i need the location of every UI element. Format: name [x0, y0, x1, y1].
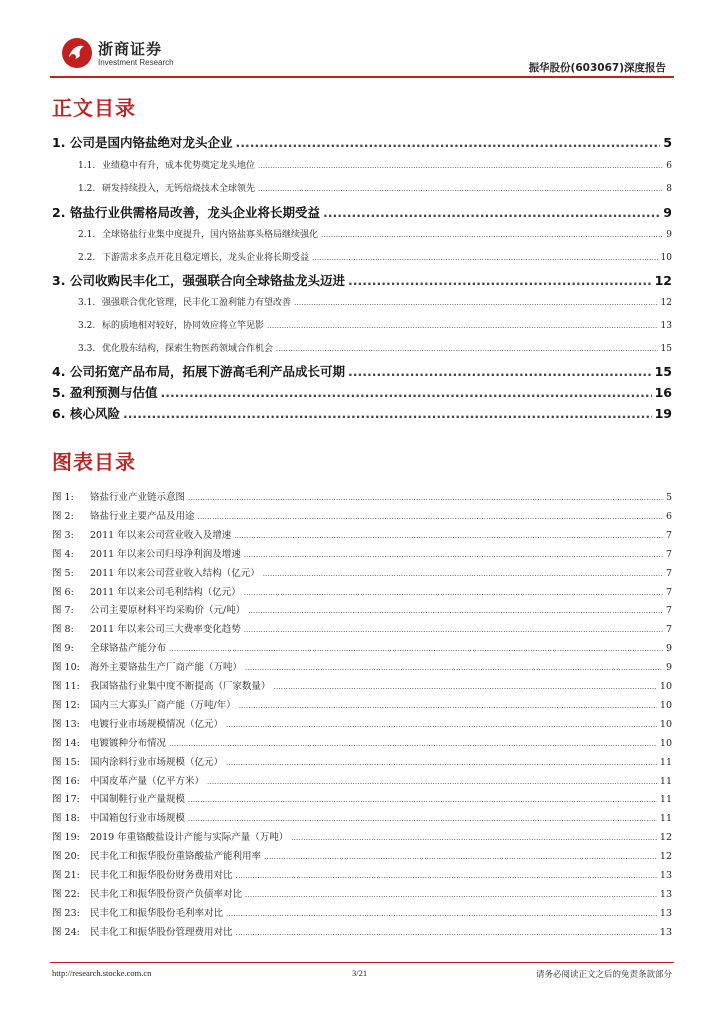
dot-leader: [236, 135, 661, 150]
toc-entry[interactable]: [52, 341, 672, 354]
dot-leader: [258, 162, 663, 170]
entry-num: 图 17:: [52, 794, 80, 806]
entry-page: 13: [659, 870, 672, 881]
toc-entry[interactable]: [52, 508, 672, 522]
toc-entry[interactable]: [52, 810, 672, 824]
entry-label: 全球铬盐产能分布: [90, 643, 167, 655]
dot-leader: [245, 891, 657, 899]
entry-num: 图 16:: [52, 775, 80, 787]
dot-leader: [323, 205, 660, 220]
entry-num: 1.2.: [78, 184, 96, 194]
toc-entry[interactable]: [52, 181, 672, 194]
toc-entry[interactable]: [52, 640, 672, 654]
entry-num: 4.: [52, 364, 66, 379]
entry-page: 7: [665, 586, 672, 598]
entry-label: 中国皮革产量（亿平方米）: [90, 775, 205, 787]
entry-page: 12: [660, 298, 672, 308]
entry-page: 10: [659, 737, 672, 749]
entry-page: 13: [659, 907, 672, 919]
entry-num: 图 5:: [52, 567, 74, 579]
dot-leader: [169, 645, 663, 653]
entry-num: 1.: [52, 135, 66, 150]
entry-page: 12: [659, 832, 672, 844]
report-title: 振华股份(603067)深度报告: [528, 62, 666, 74]
dot-leader: [244, 626, 663, 634]
toc-entry[interactable]: [52, 602, 672, 616]
dot-leader: [291, 834, 657, 842]
entry-num: 图 8:: [52, 624, 74, 636]
entry-page: 10: [659, 699, 672, 711]
entry-label: 民丰化工和振华股份资产负债率对比: [90, 888, 243, 900]
entry-label: 研发持续投入，无钙焙烧技术全球领先: [102, 184, 256, 194]
dot-leader: [188, 494, 663, 502]
entry-page: 12: [654, 273, 672, 288]
entry-page: 11: [659, 794, 672, 806]
toc-entry[interactable]: [52, 773, 672, 787]
toc-entry[interactable]: [52, 565, 672, 579]
dot-leader: [123, 406, 652, 421]
dot-leader: [321, 231, 663, 239]
logo-icon: [60, 36, 94, 70]
entry-num: 图 18:: [52, 813, 80, 825]
footer-url[interactable]: http://research.stocke.com.cn: [52, 968, 152, 978]
entry-num: 3.3.: [78, 344, 96, 354]
entry-label: 2011 年以来公司归母净利润及增速: [90, 548, 241, 560]
entry-num: 图 2:: [52, 510, 74, 522]
toc-entry[interactable]: [52, 621, 672, 635]
dot-leader: [244, 589, 663, 597]
entry-page: 6: [665, 510, 672, 522]
entry-label: 业绩稳中有升，成本优势奠定龙头地位: [102, 161, 256, 171]
entry-page: 11: [659, 756, 672, 768]
toc-title: 正文目录: [52, 96, 136, 120]
entry-label: 电镀镀种分布情况: [90, 737, 167, 749]
entry-num: 图 21:: [52, 870, 80, 881]
dot-leader: [348, 364, 652, 379]
entry-num: 3.2.: [78, 321, 96, 331]
entry-page: 15: [660, 344, 672, 354]
dot-leader: [274, 683, 657, 691]
toc-entry[interactable]: [52, 227, 672, 240]
entry-page: 9: [663, 205, 672, 220]
toc-entry[interactable]: [52, 905, 672, 919]
entry-num: 6.: [52, 406, 66, 421]
logo-text: 浙商证券: [98, 40, 163, 58]
entry-page: 13: [659, 926, 672, 938]
entry-num: 图 14:: [52, 737, 80, 749]
entry-page: 5: [663, 135, 672, 150]
toc-entry[interactable]: [52, 489, 672, 503]
entry-num: 图 3:: [52, 529, 74, 541]
toc-entry[interactable]: [52, 362, 672, 380]
entry-label: 2011 年以来公司毛利结构（亿元）: [90, 586, 241, 598]
page-header: [50, 36, 674, 78]
entry-page: 5: [665, 492, 672, 503]
entry-label: 2011 年以来公司营业收入结构（亿元）: [90, 567, 260, 579]
entry-page: 16: [654, 385, 672, 400]
entry-page: 8: [666, 184, 672, 194]
dot-leader: [244, 551, 663, 559]
toc-entry[interactable]: [52, 133, 672, 151]
entry-label: 民丰化工和振华股份毛利率对比: [90, 907, 224, 919]
entry-page: 9: [666, 230, 672, 240]
dot-leader: [239, 702, 657, 710]
entry-label: 海外主要铬盐生产厂商产能（万吨）: [90, 662, 243, 674]
dot-leader: [258, 185, 663, 193]
entry-label: 国内三大寡头厂商产能（万吨/年）: [90, 699, 236, 711]
toc-entry[interactable]: [52, 295, 672, 308]
entry-page: 11: [659, 775, 672, 787]
entry-label: 2011 年以来公司三大费率变化趋势: [90, 624, 241, 636]
entry-num: 图 24:: [52, 926, 80, 938]
entry-num: 图 1:: [52, 492, 74, 503]
toc-entry[interactable]: [52, 716, 672, 730]
entry-num: 3.1.: [78, 298, 96, 308]
entry-num: 2.1.: [78, 230, 96, 240]
dot-leader: [188, 815, 657, 823]
entry-page: 7: [665, 567, 672, 579]
dot-leader: [245, 664, 663, 672]
entry-num: 图 12:: [52, 699, 80, 711]
entry-num: 1.1.: [78, 161, 96, 171]
entry-num: 图 23:: [52, 907, 80, 919]
entry-label: 国内涂料行业市场规模（亿元）: [90, 756, 224, 768]
dot-leader: [236, 929, 657, 937]
entry-page: 11: [659, 813, 672, 825]
entry-page: 7: [665, 605, 672, 617]
entry-page: 7: [665, 548, 672, 560]
dot-leader: [226, 759, 657, 767]
entry-num: 图 20:: [52, 851, 80, 863]
toc-entry[interactable]: [52, 867, 672, 881]
footer-divider: [50, 962, 674, 963]
dot-leader: [248, 607, 663, 615]
entry-label: 全球铬盐行业集中度提升，国内铬盐寡头格局继续强化: [102, 230, 319, 240]
toc-entry[interactable]: [52, 791, 672, 805]
entry-num: 图 10:: [52, 662, 80, 674]
entry-num: 图 19:: [52, 832, 80, 844]
entry-page: 6: [666, 161, 672, 171]
toc-entry[interactable]: [52, 659, 672, 673]
entry-num: 2.2.: [78, 253, 96, 263]
dot-leader: [234, 532, 663, 540]
toc-entry[interactable]: [52, 546, 672, 560]
toc-entry[interactable]: [52, 318, 672, 331]
entry-label: 公司收购民丰化工，强强联合向全球铬盐龙头迈进: [70, 273, 346, 288]
entry-page: 13: [660, 321, 672, 331]
header-divider: [50, 76, 674, 78]
entry-num: 5.: [52, 385, 66, 400]
entry-page: 10: [659, 681, 672, 692]
dot-leader: [263, 570, 663, 578]
entry-page: 13: [659, 888, 672, 900]
dot-leader: [267, 322, 658, 330]
entry-label: 民丰化工和振华股份重铬酸盐产能利用率: [90, 851, 262, 863]
entry-label: 铬盐行业供需格局改善，龙头企业将长期受益: [70, 205, 321, 220]
dot-leader: [264, 853, 657, 861]
toc-entry[interactable]: [52, 924, 672, 938]
entry-page: 10: [660, 253, 672, 263]
page-number: 3/21: [352, 968, 368, 978]
entry-label: 优化股东结构，探索生物医药领域合作机会: [102, 344, 274, 354]
entry-label: 下游需求多点开花且稳定增长，龙头企业将长期受益: [102, 253, 310, 263]
toc-entry[interactable]: [52, 848, 672, 862]
toc-entry[interactable]: [52, 527, 672, 541]
dot-leader: [312, 254, 658, 262]
toc-entry[interactable]: [52, 697, 672, 711]
toc-entry[interactable]: [52, 754, 672, 768]
entry-num: 图 4:: [52, 548, 74, 560]
dot-leader: [207, 778, 657, 786]
dot-leader: [188, 796, 657, 804]
entry-page: 19: [654, 406, 672, 421]
toc-entry[interactable]: [52, 203, 672, 221]
toc-entry[interactable]: [52, 383, 672, 401]
entry-label: 标的质地相对较好，协同效应将立竿见影: [102, 321, 265, 331]
dot-leader: [236, 872, 657, 880]
toc-entry[interactable]: [52, 271, 672, 289]
entry-label: 2011 年以来公司营业收入及增速: [90, 529, 232, 541]
dot-leader: [169, 740, 657, 748]
entry-num: 3.: [52, 273, 66, 288]
entry-page: 7: [665, 624, 672, 636]
dot-leader: [226, 910, 657, 918]
entry-label: 公司拓宽产品布局，拓展下游高毛利产品成长可期: [70, 364, 346, 379]
entry-label: 公司主要原材料平均采购价（元/吨）: [90, 605, 246, 617]
entry-num: 图 22:: [52, 888, 80, 900]
entry-page: 15: [654, 364, 672, 379]
logo-subtext: Investment Research: [98, 58, 174, 67]
entry-label: 中国制鞋行业产量规模: [90, 794, 186, 806]
entry-num: 2.: [52, 205, 66, 220]
toc-entry[interactable]: [52, 404, 672, 422]
entry-page: 10: [659, 718, 672, 730]
figures-title: 图表目录: [52, 450, 136, 474]
entry-label: 中国箱包行业市场规模: [90, 813, 186, 825]
toc-entry[interactable]: [52, 829, 672, 843]
entry-num: 图 7:: [52, 605, 74, 617]
entry-label: 民丰化工和振华股份财务费用对比: [90, 870, 233, 881]
entry-label: 铬盐行业产业链示意图: [90, 492, 186, 503]
footer-disclaimer: 请务必阅读正文之后的免责条款部分: [535, 970, 672, 980]
dot-leader: [294, 299, 658, 307]
entry-label: 公司是国内铬盐绝对龙头企业: [70, 135, 233, 150]
entry-label: 铬盐行业主要产品及用途: [90, 510, 195, 522]
entry-label: 盈利预测与估值: [70, 385, 158, 400]
entry-num: 图 11:: [52, 681, 80, 692]
dot-leader: [348, 273, 652, 288]
entry-label: 核心风险: [70, 406, 121, 421]
entry-page: 9: [665, 643, 672, 655]
toc-entry[interactable]: [52, 886, 672, 900]
entry-page: 7: [665, 529, 672, 541]
entry-label: 民丰化工和振华股份管理费用对比: [90, 926, 233, 938]
toc-entry[interactable]: [52, 584, 672, 598]
dot-leader: [198, 513, 663, 521]
entry-label: 电镀行业市场规模情况（亿元）: [90, 718, 224, 730]
entry-num: 图 9:: [52, 643, 74, 655]
entry-num: 图 6:: [52, 586, 74, 598]
entry-label: 2019 年重铬酸盐设计产能与实际产量（万吨）: [90, 832, 289, 844]
entry-label: 强强联合优化管理，民丰化工盈利能力有望改善: [102, 298, 292, 308]
dot-leader: [161, 385, 652, 400]
dot-leader: [276, 345, 658, 353]
entry-label: 我国铬盐行业集中度不断提高（厂家数量）: [90, 681, 271, 692]
entry-num: 图 13:: [52, 718, 80, 730]
toc-entry[interactable]: [52, 735, 672, 749]
dot-leader: [226, 721, 657, 729]
toc-entry[interactable]: [52, 158, 672, 171]
entry-num: 图 15:: [52, 756, 80, 768]
toc-entry[interactable]: [52, 250, 672, 263]
entry-page: 12: [659, 851, 672, 863]
entry-page: 9: [665, 662, 672, 674]
toc-entry[interactable]: [52, 678, 672, 692]
